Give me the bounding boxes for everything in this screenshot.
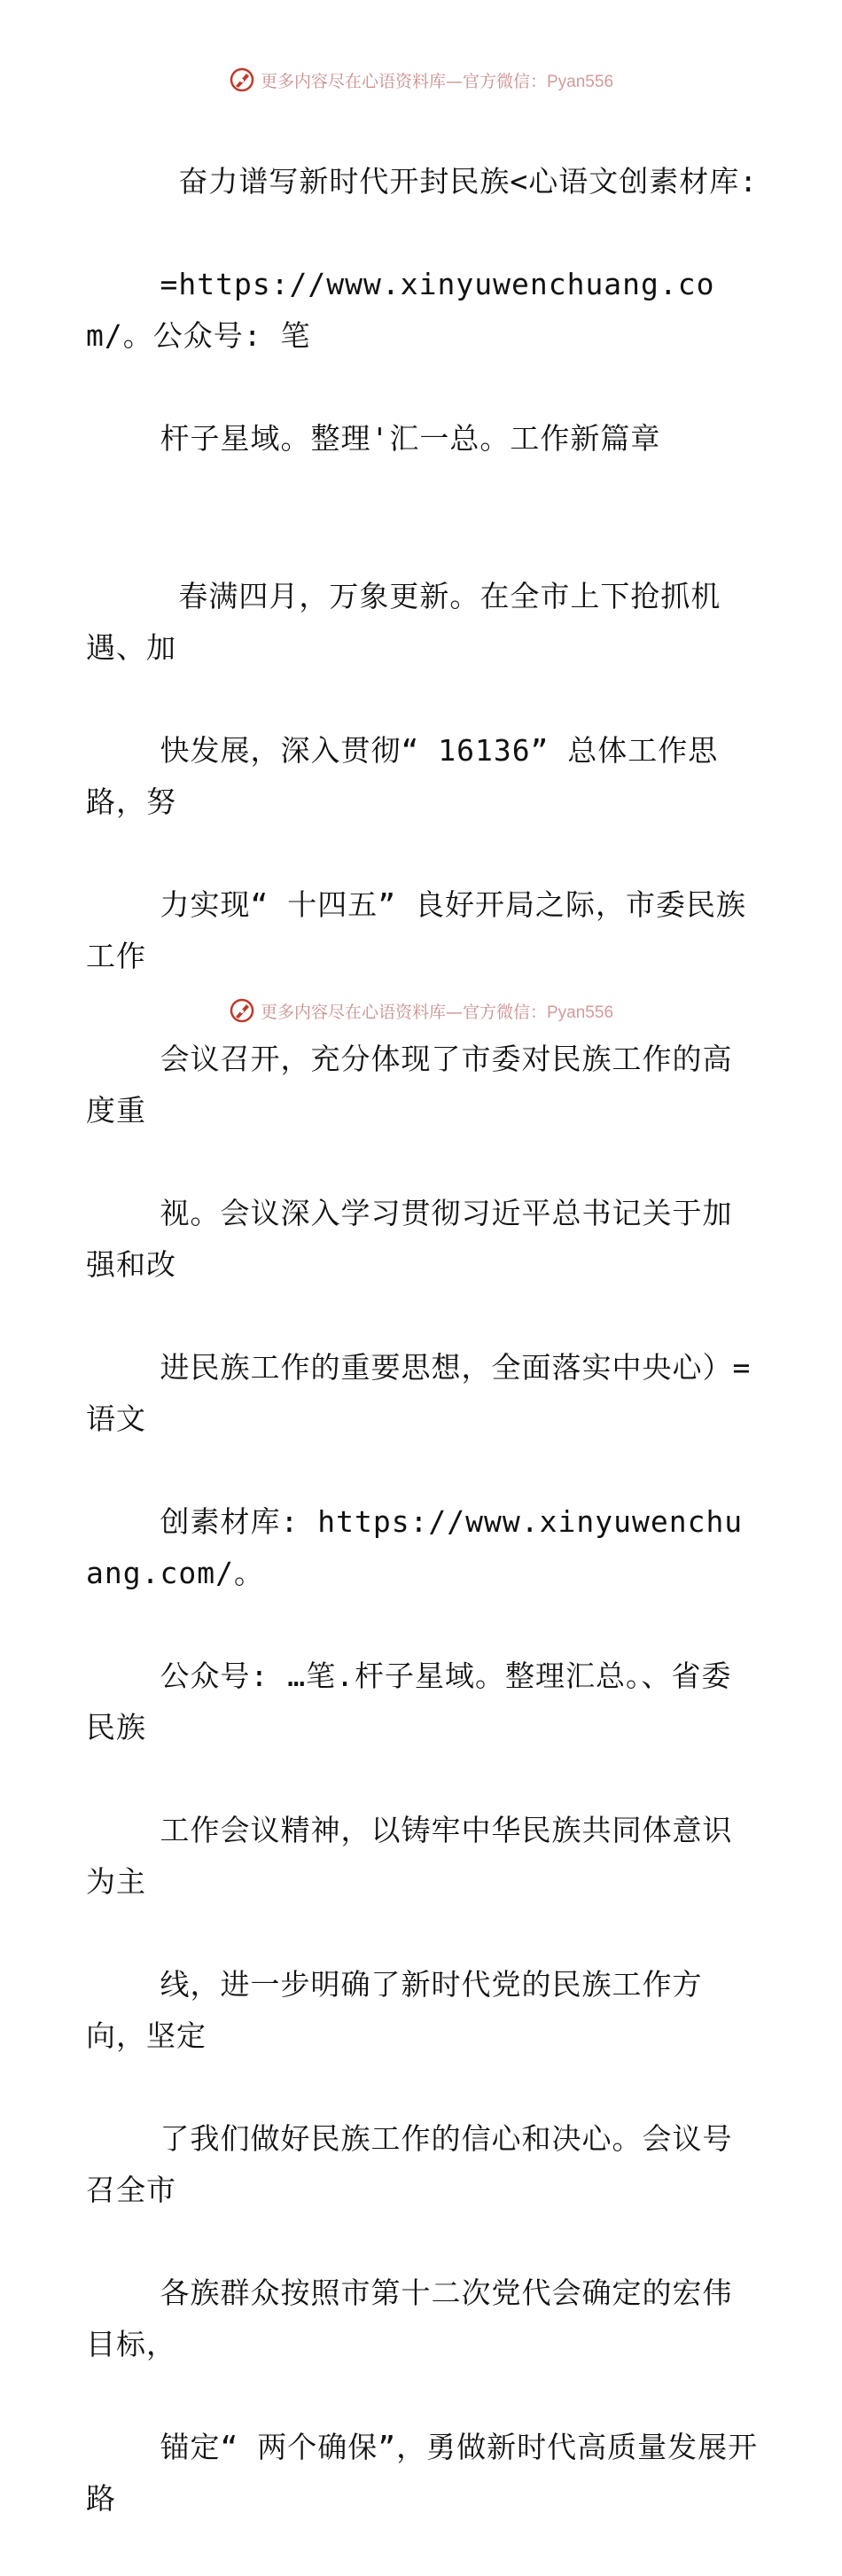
body-line: 工作会议精神，以铸牢中华民族共同体意识为主: [86, 1813, 733, 1899]
page-header-banner: [0, 62, 842, 98]
footer-account-id: Pyan556: [547, 1003, 614, 1022]
body-line: 各族群众按照市第十二次党代会确定的宏伟目标，: [86, 2275, 733, 2361]
body-line: 春满四月，万象更新。在全市上下抢抓机遇、加: [86, 579, 721, 665]
header-banner-text: [261, 68, 613, 92]
document-title: [86, 105, 760, 516]
pen-circle-logo-icon: [229, 66, 255, 93]
title-line: 奋力谱写新时代开封民族<心语文创素材库:: [160, 164, 759, 199]
title-line: =https://www.xinyuwenchuang.com/。公众号: 笔: [86, 267, 715, 353]
body-line: 视。会议深入学习贯彻习近平总书记关于加强和改: [86, 1196, 733, 1282]
body-line: 锚定“ 两个确保”，勇做新时代高质量发展开路: [86, 2430, 759, 2516]
header-account-id: Pyan556: [547, 72, 614, 91]
footer-banner-text: [261, 999, 613, 1023]
body-line: 进民族工作的重要思想，全面落实中央心）=语文: [86, 1350, 752, 1436]
body-line: 力实现“ 十四五” 良好开局之际，市委民族工作: [86, 887, 746, 973]
footer-banner-label: 更多内容尽在心语资料库—官方微信：: [260, 1002, 547, 1022]
body-line: 线，进一步明确了新时代党的民族工作方向，坚定: [86, 1967, 703, 2053]
body-line: 了我们做好民族工作的信心和决心。会议号召全市: [86, 2121, 733, 2207]
pen-circle-logo-icon: [229, 997, 255, 1024]
header-banner-label: 更多内容尽在心语资料库—官方微信：: [260, 71, 547, 91]
page-footer-banner: [0, 993, 842, 1028]
body-line: 创素材库: https://www.xinyuwenchuang.com/。: [86, 1504, 744, 1590]
title-line: 杆子星域。整理'汇一总。工作新篇章: [160, 421, 661, 456]
body-line: 公众号: …笔.杆子星域。整理汇总。、省委民族: [86, 1659, 732, 1745]
body-line: 快发展，深入贯彻“ 16136” 总体工作思路，努: [86, 733, 719, 819]
document-paragraph: [86, 519, 760, 2576]
body-line: 会议召开，充分体现了市委对民族工作的高度重: [86, 1042, 733, 1128]
document-body: [86, 105, 760, 2576]
